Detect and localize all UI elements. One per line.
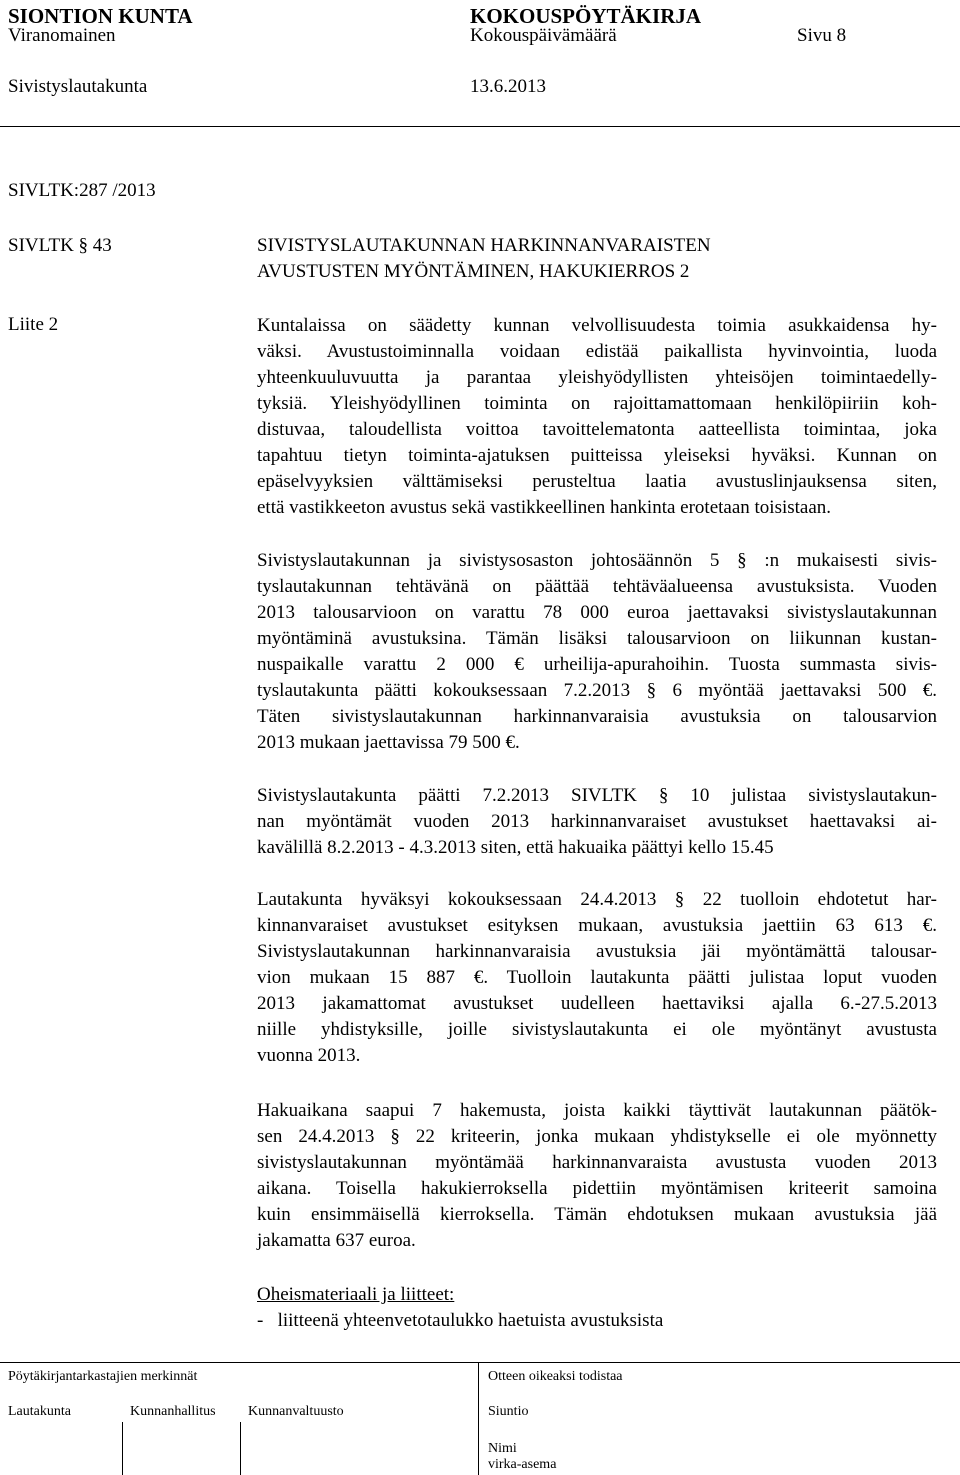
date-label: Kokouspäivämäärä bbox=[470, 25, 617, 46]
text-line: tyksiä. Yleishyödyllinen toiminta on rajoittamattomaan henkilöpiiriin koh- bbox=[257, 393, 937, 414]
text-line: jakamatta 637 euroa. bbox=[257, 1230, 416, 1251]
footer-divider bbox=[0, 1362, 960, 1363]
text-line: kuin ensimmäisellä kierroksella. Tämän ehdotuksen mukaan avustuksia jää bbox=[257, 1204, 937, 1225]
text-line: Sivistyslautakunnan harkinnanvaraisia avustuksia jäi myöntämättä talousar- bbox=[257, 941, 937, 962]
paragraph-4 bbox=[257, 887, 937, 1069]
paragraph-1 bbox=[257, 313, 937, 521]
header-divider bbox=[0, 126, 960, 127]
doc-type: KOKOUSPÖYTÄKIRJA bbox=[470, 4, 702, 28]
text-line: nan myöntämät vuoden 2013 harkinnanvaraiset avustukset haettavaksi ai- bbox=[257, 811, 937, 832]
text-line: Sivistyslautakunta päätti 7.2.2013 SIVLTK § 10 julistaa sivistyslautakun- bbox=[257, 785, 937, 806]
case-reference: SIVLTK:287 /2013 bbox=[8, 180, 156, 201]
footer-vertical-divider bbox=[478, 1362, 479, 1475]
text-line: tyslautakunnan tehtävänä on päättää tehtäväalueensa avustuksista. Vuoden bbox=[257, 576, 937, 597]
text-line: tapahtuu tietyn toiminta-ajatuksen puitteissa yleiseksi hyväksi. Kunnan on bbox=[257, 445, 937, 466]
text-line: 2013 talousarvioon on varattu 78 000 euroa jaettavaksi sivistyslautakunnan bbox=[257, 602, 937, 623]
attachment-item: - liitteenä yhteenvetotaulukko haetuista avustuksista bbox=[257, 1310, 664, 1331]
footer-column-divider bbox=[240, 1422, 241, 1475]
text-line: myöntäminä avustuksina. Tämän lisäksi talousarvioon on liikunnan kustan- bbox=[257, 628, 937, 649]
paragraph-2 bbox=[257, 548, 937, 756]
text-line: Lautakunta hyväksyi kokouksessaan 24.4.2013 § 22 tuolloin ehdotetut har- bbox=[257, 889, 937, 910]
paragraph-5 bbox=[257, 1098, 937, 1254]
text-line: nuspaikalle varattu 2 000 € urheilija-apurahoihin. Tuosta summasta sivis- bbox=[257, 654, 937, 675]
text-line: Kuntalaissa on säädetty kunnan velvollisuudesta toimia asukkaidensa hy- bbox=[257, 315, 937, 336]
section-title-line: SIVISTYSLAUTAKUNNAN HARKINNANVARAISTEN bbox=[257, 235, 711, 256]
text-line: sen 24.4.2013 § 22 kriteerin, jonka mukaan yhdistykselle ei ole myönnetty bbox=[257, 1126, 937, 1147]
text-line: aikana. Toisella hakukierroksella pidettiin myöntämisen kriteerit samoina bbox=[257, 1178, 937, 1199]
section-title bbox=[257, 233, 711, 285]
attachment-label: Liite 2 bbox=[8, 314, 59, 335]
text-line: yhteenkuuluvuutta ja parantaa yleishyödyllisten yhteisöjen toimintaedelly- bbox=[257, 367, 937, 388]
text-line: tyslautakunta päätti kokouksessaan 7.2.2013 § 6 myöntää jaettavaksi 500 €. bbox=[257, 680, 937, 701]
footer-column-divider bbox=[122, 1422, 123, 1475]
org-name: SIONTION KUNTA bbox=[8, 4, 193, 28]
text-line: Hakuaikana saapui 7 hakemusta, joista kaikki täyttivät lautakunnan päätök- bbox=[257, 1100, 937, 1121]
text-line: vuonna 2013. bbox=[257, 1045, 361, 1066]
meeting-date: 13.6.2013 bbox=[470, 76, 546, 97]
checkers-label: Pöytäkirjantarkastajien merkinnät bbox=[8, 1369, 198, 1384]
text-line: vion mukaan 15 887 €. Tuolloin lautakunta päätti julistaa loput vuoden bbox=[257, 967, 937, 988]
footer-col-council: Kunnanvaltuusto bbox=[248, 1404, 344, 1419]
footer-name-label: Nimi bbox=[488, 1441, 517, 1456]
text-line: väksi. Avustustoiminnalla voidaan edistää paikallista hyvinvointia, luoda bbox=[257, 341, 937, 362]
footer-title-label: virka-asema bbox=[488, 1457, 557, 1472]
page-number: Sivu 8 bbox=[797, 25, 847, 46]
text-line: Sivistyslautakunnan ja sivistysosaston johtosäännön 5 § :n mukaisesti sivis- bbox=[257, 550, 937, 571]
text-line: 2013 jakamattomat avustukset uudelleen haettaviksi ajalla 6.-27.5.2013 bbox=[257, 993, 937, 1014]
authority-name: Sivistyslautakunta bbox=[8, 76, 148, 97]
text-line: kavälillä 8.2.2013 - 4.3.2013 siten, että hakuaika päättyi kello 15.45 bbox=[257, 837, 774, 858]
attachments-heading: Oheismateriaali ja liitteet: bbox=[257, 1284, 455, 1305]
footer-col-committee: Lautakunta bbox=[8, 1404, 71, 1419]
certified-label: Otteen oikeaksi todistaa bbox=[488, 1369, 623, 1384]
section-title-line: AVUSTUSTEN MYÖNTÄMINEN, HAKUKIERROS 2 bbox=[257, 261, 690, 282]
authority-label: Viranomainen bbox=[8, 25, 116, 46]
text-line: distuvaa, taloudellista voittoa tavoittelematonta aatteellista toimintaa, joka bbox=[257, 419, 937, 440]
text-line: Täten sivistyslautakunnan harkinnanvaraisia avustuksia on talousarvion bbox=[257, 706, 937, 727]
text-line: niille yhdistyksille, joille sivistyslautakunta ei ole myöntänyt avustusta bbox=[257, 1019, 937, 1040]
paragraph-3 bbox=[257, 783, 937, 861]
footer-place: Siuntio bbox=[488, 1404, 529, 1419]
text-line: epäselvyyksien välttämiseksi perusteltua laatia avustuslinjauksensa siten, bbox=[257, 471, 937, 492]
section-number: SIVLTK § 43 bbox=[8, 235, 112, 256]
text-line: 2013 mukaan jaettavissa 79 500 €. bbox=[257, 732, 520, 753]
text-line: että vastikkeeton avustus sekä vastikkeellinen hankinta erotetaan toisistaan. bbox=[257, 497, 832, 518]
text-line: sivistyslautakunnan myöntämää harkinnanvaraista avustusta vuoden 2013 bbox=[257, 1152, 937, 1173]
footer-col-board: Kunnanhallitus bbox=[130, 1404, 216, 1419]
text-line: kinnanvaraiset avustukset esityksen mukaan, avustuksia jaettiin 63 613 €. bbox=[257, 915, 937, 936]
